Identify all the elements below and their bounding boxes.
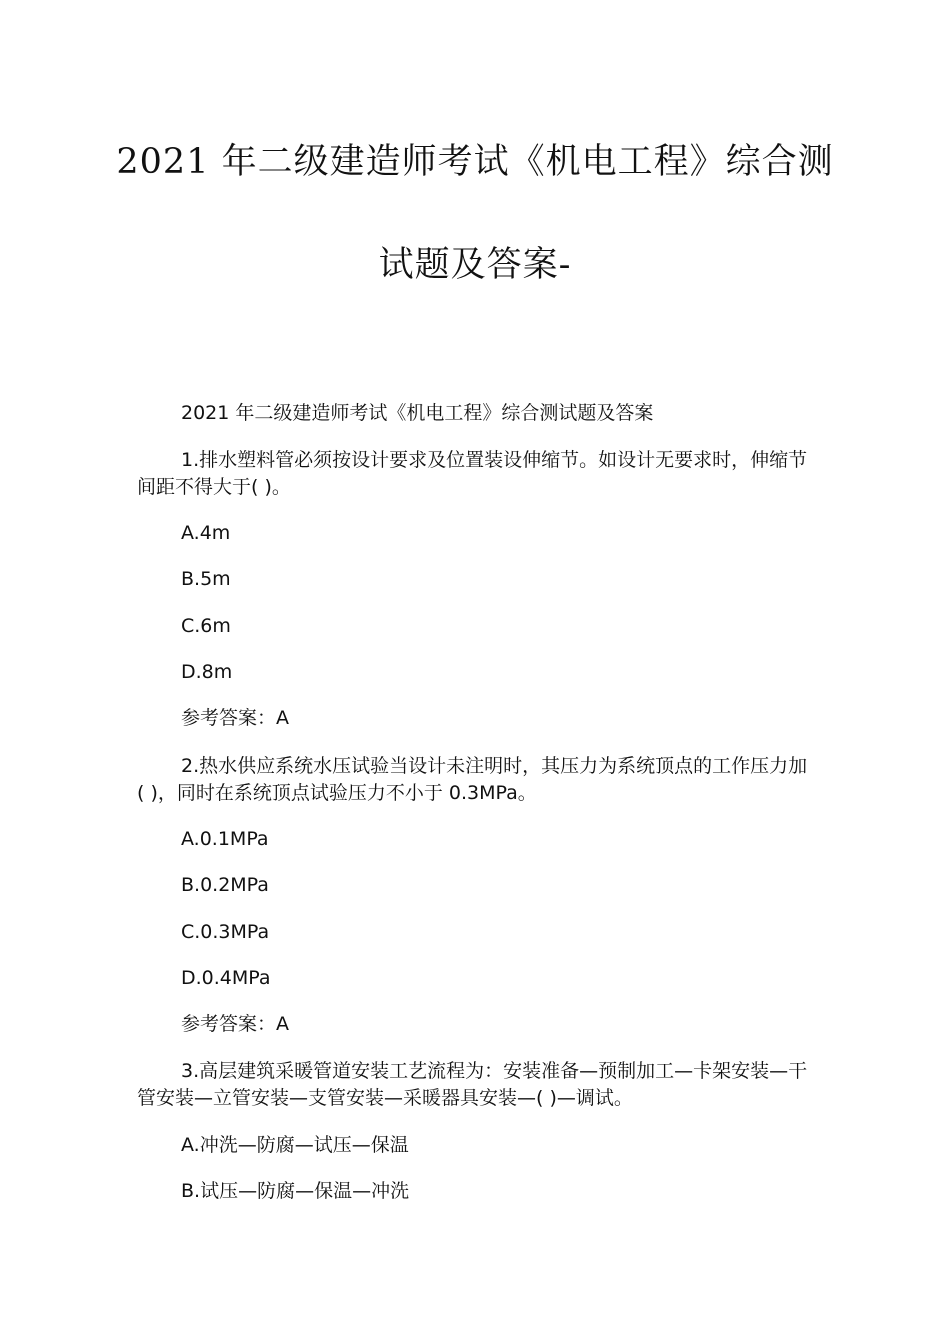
document-title-line-2: 试题及答案- [378,245,572,285]
question-1-option-d: D.8m [181,661,233,683]
question-3-option-a: A.冲洗—防腐—试压—保温 [181,1134,409,1156]
question-2-option-d: D.0.4MPa [181,967,271,989]
question-2-option-b: B.0.2MPa [181,874,269,896]
question-2-option-c: C.0.3MPa [181,921,270,943]
question-2-option-a: A.0.1MPa [181,828,269,850]
question-3-option-b: B.试压—防腐—保温—冲洗 [181,1180,410,1202]
question-1-option-b: B.5m [181,568,231,590]
question-1-stem: 1.排水塑料管必须按设计要求及位置装设伸缩节。如设计无要求时，伸缩节间距不得大于( )。 [137,449,808,498]
question-3-stem: 3.高层建筑采暖管道安装工艺流程为：安装准备—预制加工—卡架安装—干管安装—立管安装—支管安装—采暖器具安装—( )—调试。 [137,1060,808,1109]
question-1-option-c: C.6m [181,615,231,637]
question-2-answer: 参考答案：A [181,1013,289,1035]
question-1-option-a: A.4m [181,522,231,544]
document-title-line-1: 2021 年二级建造师考试《机电工程》综合测 [116,142,834,182]
document-subtitle: 2021 年二级建造师考试《机电工程》综合测试题及答案 [181,402,654,424]
question-2-stem: 2.热水供应系统水压试验当设计未注明时，其压力为系统顶点的工作压力加( )，同时在系统顶点试验压力不小于 0.3MPa。 [137,755,808,804]
question-1-answer: 参考答案：A [181,707,289,729]
